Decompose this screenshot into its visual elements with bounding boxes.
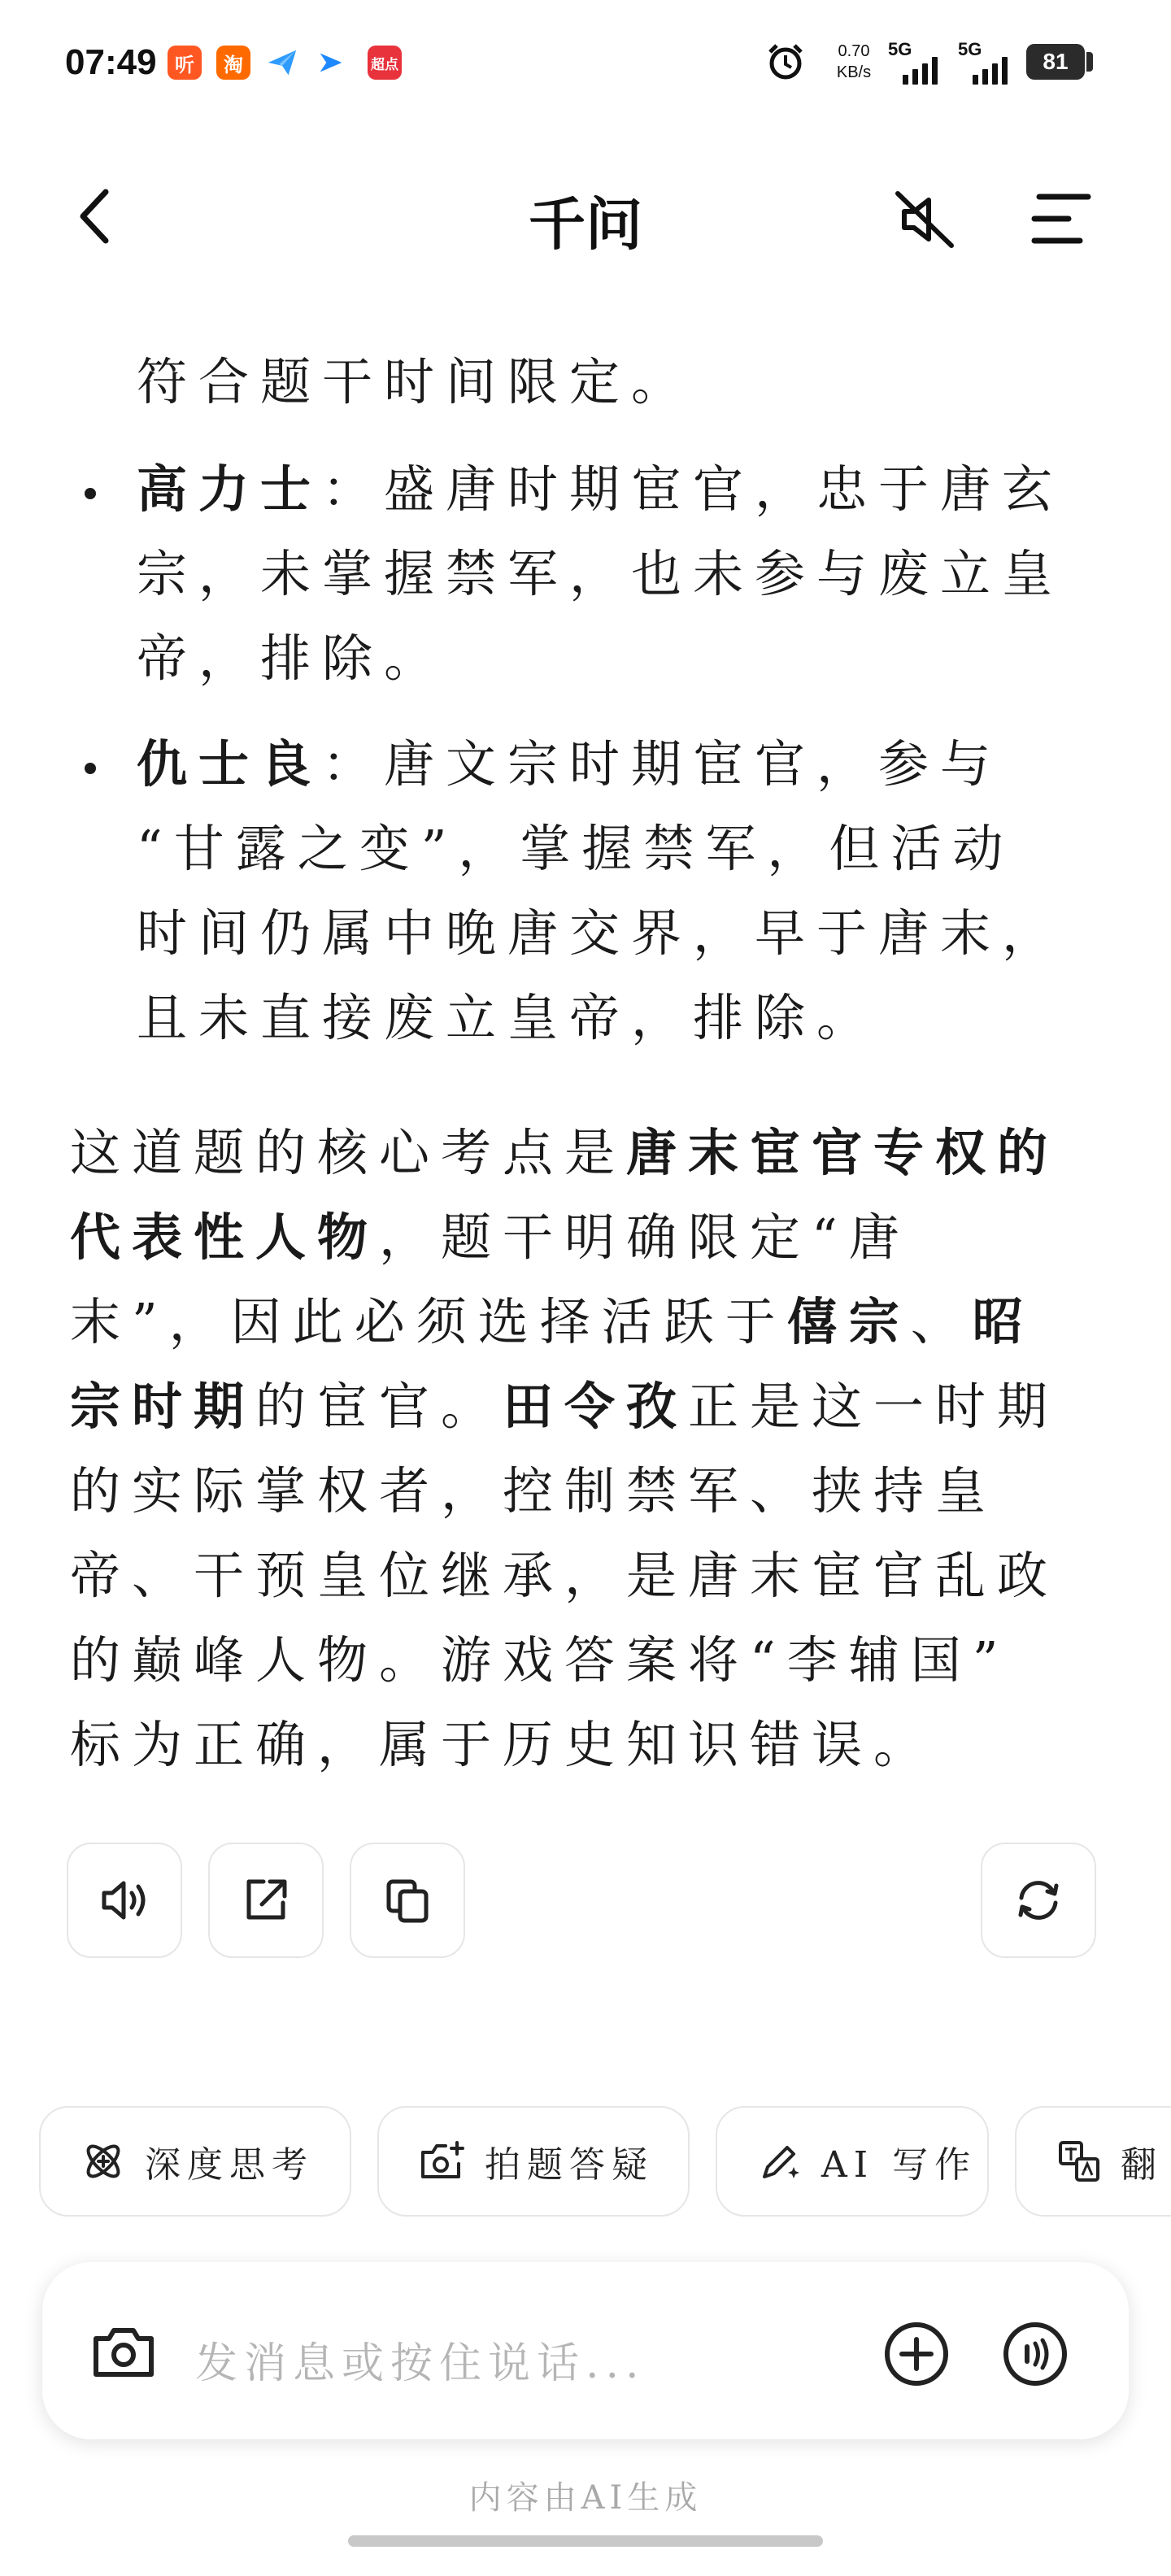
app-notification-icon-ting: 听 <box>168 46 202 80</box>
chip-label: 拍题答疑 <box>485 2144 654 2186</box>
chip-label: 翻 <box>1121 2144 1163 2186</box>
mute-button[interactable] <box>891 187 956 252</box>
add-attachment-button[interactable] <box>882 2319 951 2389</box>
bullet-dot <box>85 763 96 774</box>
camera-icon <box>91 2324 156 2381</box>
ai-disclaimer: 内容由AI生成 <box>468 2479 703 2517</box>
chip-ai-writing[interactable] <box>716 2106 989 2217</box>
bullet-name: 仇士良 <box>137 734 323 794</box>
chip-photo-question[interactable] <box>377 2106 690 2217</box>
share-icon <box>237 1872 294 1929</box>
bullet-dot <box>85 488 96 499</box>
chevron-left-icon <box>73 184 122 249</box>
status-bar <box>0 0 1171 130</box>
chip-label: AI 写作 <box>821 2144 977 2186</box>
pen-sparkle-icon <box>756 2138 803 2185</box>
summary-paragraph: 这道题的核心考点是唐末宦官专权的 代表性人物，题干明确限定“唐 末”，因此必须选择活跃于僖宗、昭 宗时期的宦官。田令孜正是这一时期 的实际掌权者，控制禁军、挟持皇 帝、干预皇位继承，是唐末宦官乱政 的巅峰人物。游戏答案将“李辅国” 标为正确，属于历史知识错误。 <box>70 1123 1060 1774</box>
chip-label: 深度思考 <box>145 2144 314 2186</box>
plus-circle-icon <box>882 2319 951 2389</box>
regenerate-button[interactable] <box>981 1843 1096 1958</box>
translate-icon <box>1056 2138 1103 2185</box>
bullet-name: 高力士 <box>137 459 323 519</box>
battery-cap <box>1086 52 1093 72</box>
chip-deep-thinking[interactable] <box>39 2106 351 2217</box>
back-button[interactable] <box>73 184 122 249</box>
alarm-icon <box>764 41 807 86</box>
message-input[interactable]: 发消息或按住说话... <box>195 2339 646 2388</box>
refresh-icon <box>1010 1872 1067 1929</box>
camera-button[interactable] <box>91 2324 156 2381</box>
bullet-item-gaolishi: 高力士：盛唐时期宦官，忠于唐玄 宗，未掌握禁军，也未参与废立皇 帝，排除。 <box>137 459 1064 688</box>
app-notification-icon-paper-plane <box>265 46 299 80</box>
camera-plus-icon <box>418 2138 467 2185</box>
signal-5g-1: 5G <box>888 39 912 59</box>
app-notification-icon-arrow <box>314 46 348 80</box>
signal-5g-2: 5G <box>958 39 982 59</box>
voice-call-button[interactable] <box>1000 2319 1070 2389</box>
atom-icon <box>80 2138 127 2185</box>
answer-line: 符合题干时间限定。 <box>137 352 694 411</box>
copy-button[interactable] <box>350 1843 465 1958</box>
quick-chips-row <box>0 2098 1171 2228</box>
chat-message <box>0 285 1171 1789</box>
page-title: 千问 <box>529 191 642 258</box>
copy-icon <box>379 1872 436 1929</box>
app-notification-icon-chaodian: 超点 <box>368 46 402 80</box>
speaker-icon <box>96 1872 153 1929</box>
signal-bars-icon <box>973 54 1008 85</box>
app-notification-icon-taobao: 淘 <box>216 46 250 80</box>
status-time: 07:49 <box>65 42 157 82</box>
chip-translate[interactable] <box>1015 2106 1171 2217</box>
signal-bars-icon <box>903 54 938 85</box>
menu-icon <box>1028 190 1093 247</box>
home-indicator[interactable] <box>348 2535 823 2547</box>
read-aloud-button[interactable] <box>67 1843 182 1958</box>
speaker-muted-icon <box>891 187 956 252</box>
bullet-item-qiushiliang: 仇士良：唐文宗时期宦官，参与 “甘露之变”，掌握禁军，但活动 时间仍属中晚唐交界，早于唐末， 且未直接废立皇帝，排除。 <box>137 734 1064 1047</box>
share-button[interactable] <box>208 1843 324 1958</box>
voice-wave-icon <box>1000 2319 1070 2389</box>
menu-button[interactable] <box>1028 190 1093 247</box>
network-speed: 0.70 KB/s <box>836 42 872 81</box>
battery-indicator: 81 <box>1026 44 1085 80</box>
clipped-line <box>137 285 1125 291</box>
